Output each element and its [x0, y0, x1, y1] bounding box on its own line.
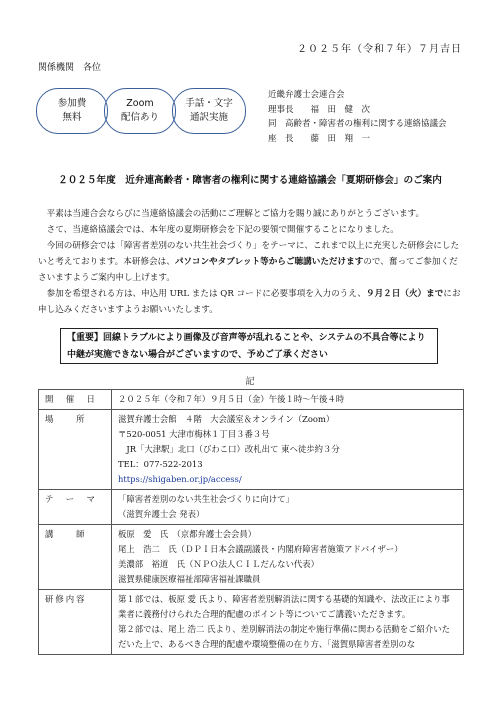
details-table [38, 389, 464, 655]
table-row [39, 390, 464, 410]
value-line: 第１部では、板原 愛 氏より、障害者差別解消法に関する基礎的知識や、法改正により事業者に義務付けられた合理的配慮のポイント等についてご講義いただきます。 [118, 594, 450, 619]
badge-line: 手話・文字 [185, 98, 233, 109]
badge-line: 通訳実施 [189, 112, 228, 123]
access-link[interactable]: https://shigaben.or.jp/access/ [118, 474, 242, 484]
sender-block [268, 88, 447, 146]
row-label: 講 師 [39, 525, 112, 590]
value-line: JR「大津駅」北口（びわこ口）改札出て 東へ徒歩約３分 [118, 444, 340, 454]
badge-interpretation [172, 88, 246, 134]
value-line: ２０２５年（令和７年）９月５日（金）午後１時〜午後４時 [118, 394, 345, 404]
document-title: ２０２５年度 近弁連高齢者・障害者の権利に関する連絡協議会「夏期研修会」のご案内 [58, 175, 442, 186]
value-line: TEL：077-522-2013 [118, 459, 203, 469]
emphasis-text: パソコンやタブレット等からご聴講いただけます [174, 257, 364, 267]
row-value [112, 525, 464, 590]
badge-line: 参加費 [57, 98, 87, 109]
badge-zoom [104, 88, 176, 134]
paragraph [38, 286, 466, 318]
sender-leader: 座 長 藤 田 翔 一 [268, 133, 371, 144]
addressee: 関係機関 各位 [38, 63, 102, 73]
row-label: 開 催 日 [39, 390, 112, 410]
deadline-text: ９月２日（火）まで [365, 289, 444, 299]
issue-date: ２０２５年（令和７年）７月吉日 [297, 44, 462, 55]
paragraph-text: 今回の研修会では「障害者差別のない共生社会づくり」をテーマに、これまで以上に充実した研修会にしたいと考えております。本研修会は、 [38, 241, 460, 267]
sender-org: 近畿弁護士会連合会 [268, 90, 345, 100]
paragraph-text: にお申し込みくださいますようお願いいたします。 [38, 289, 461, 315]
badge-line: 配信あり [120, 112, 159, 123]
paragraph: さて、当連絡協議会では、本年度の夏期研修会を下記の要領で開催することになりました。 [46, 225, 399, 235]
sender-council: 同 高齢者・障害者の権利に関する連絡協議会 [268, 119, 447, 129]
value-line: 〒520-0051 大津市梅林１丁目３番３号 [118, 429, 270, 439]
table-row [39, 490, 464, 525]
value-line: 板原 愛 氏 （京都弁護士会会員） [118, 529, 257, 539]
body-text [38, 206, 466, 318]
value-line: 尾上 浩二 氏（ＤＰＩ日本会議副議長・内閣府障害者施策アドバイザー） [118, 544, 403, 554]
row-label: 研修内容 [39, 590, 112, 655]
row-value [112, 590, 464, 655]
value-line: （滋賀弁護士会 発表） [118, 509, 205, 519]
value-line: 滋賀弁護士会館 ４階 大会議室＆オンライン（Zoom） [118, 414, 335, 424]
row-value [112, 490, 464, 525]
row-label: 場 所 [39, 410, 112, 490]
ki-heading: 記 [245, 377, 255, 387]
row-value [112, 390, 464, 410]
value-line: 「障害者差別のない共生社会づくりに向けて」 [118, 494, 294, 504]
badge-free [36, 88, 108, 134]
paragraph-text: 参加を希望される方は、申込用 URL または QR コードに必要事項を入力のうえ、 [46, 289, 366, 299]
table-row [39, 590, 464, 655]
row-label: テ ー マ [39, 490, 112, 525]
paragraph [38, 238, 466, 286]
paragraph: 平素は当連合会ならびに当連絡協議会の活動にご理解とご協力を賜り誠にありがとうございます。 [46, 209, 425, 219]
value-line: 滋賀県健康医療福祉部障害福祉課職員 [118, 574, 261, 584]
sender-chair: 理事長 福 田 健 次 [268, 104, 371, 115]
important-notice: 【重要】回線トラブルにより画像及び音声等が乱れることや、システムの不具合等により中継が実施できない場合がございますので、予めご了承ください [60, 328, 438, 364]
value-line: 第２部では、尾上 浩二 氏より、差別解消法の制定や施行準備に関わる活動をご紹介いただいた上で、あるべき合理的配慮や環境整備の在り方、「滋賀県障害者差別のな [118, 624, 450, 649]
table-row [39, 525, 464, 590]
paragraph-text: ので、奮ってご参加くださいますようご案内申し上げます。 [38, 257, 458, 283]
badge-line: Zoom [126, 98, 154, 109]
value-line: 美濃部 裕道 氏（ＮＰＯ法人ＣＩＬだんない代表） [118, 559, 319, 569]
badge-line: 無料 [62, 112, 82, 123]
row-value [112, 410, 464, 490]
table-row [39, 410, 464, 490]
